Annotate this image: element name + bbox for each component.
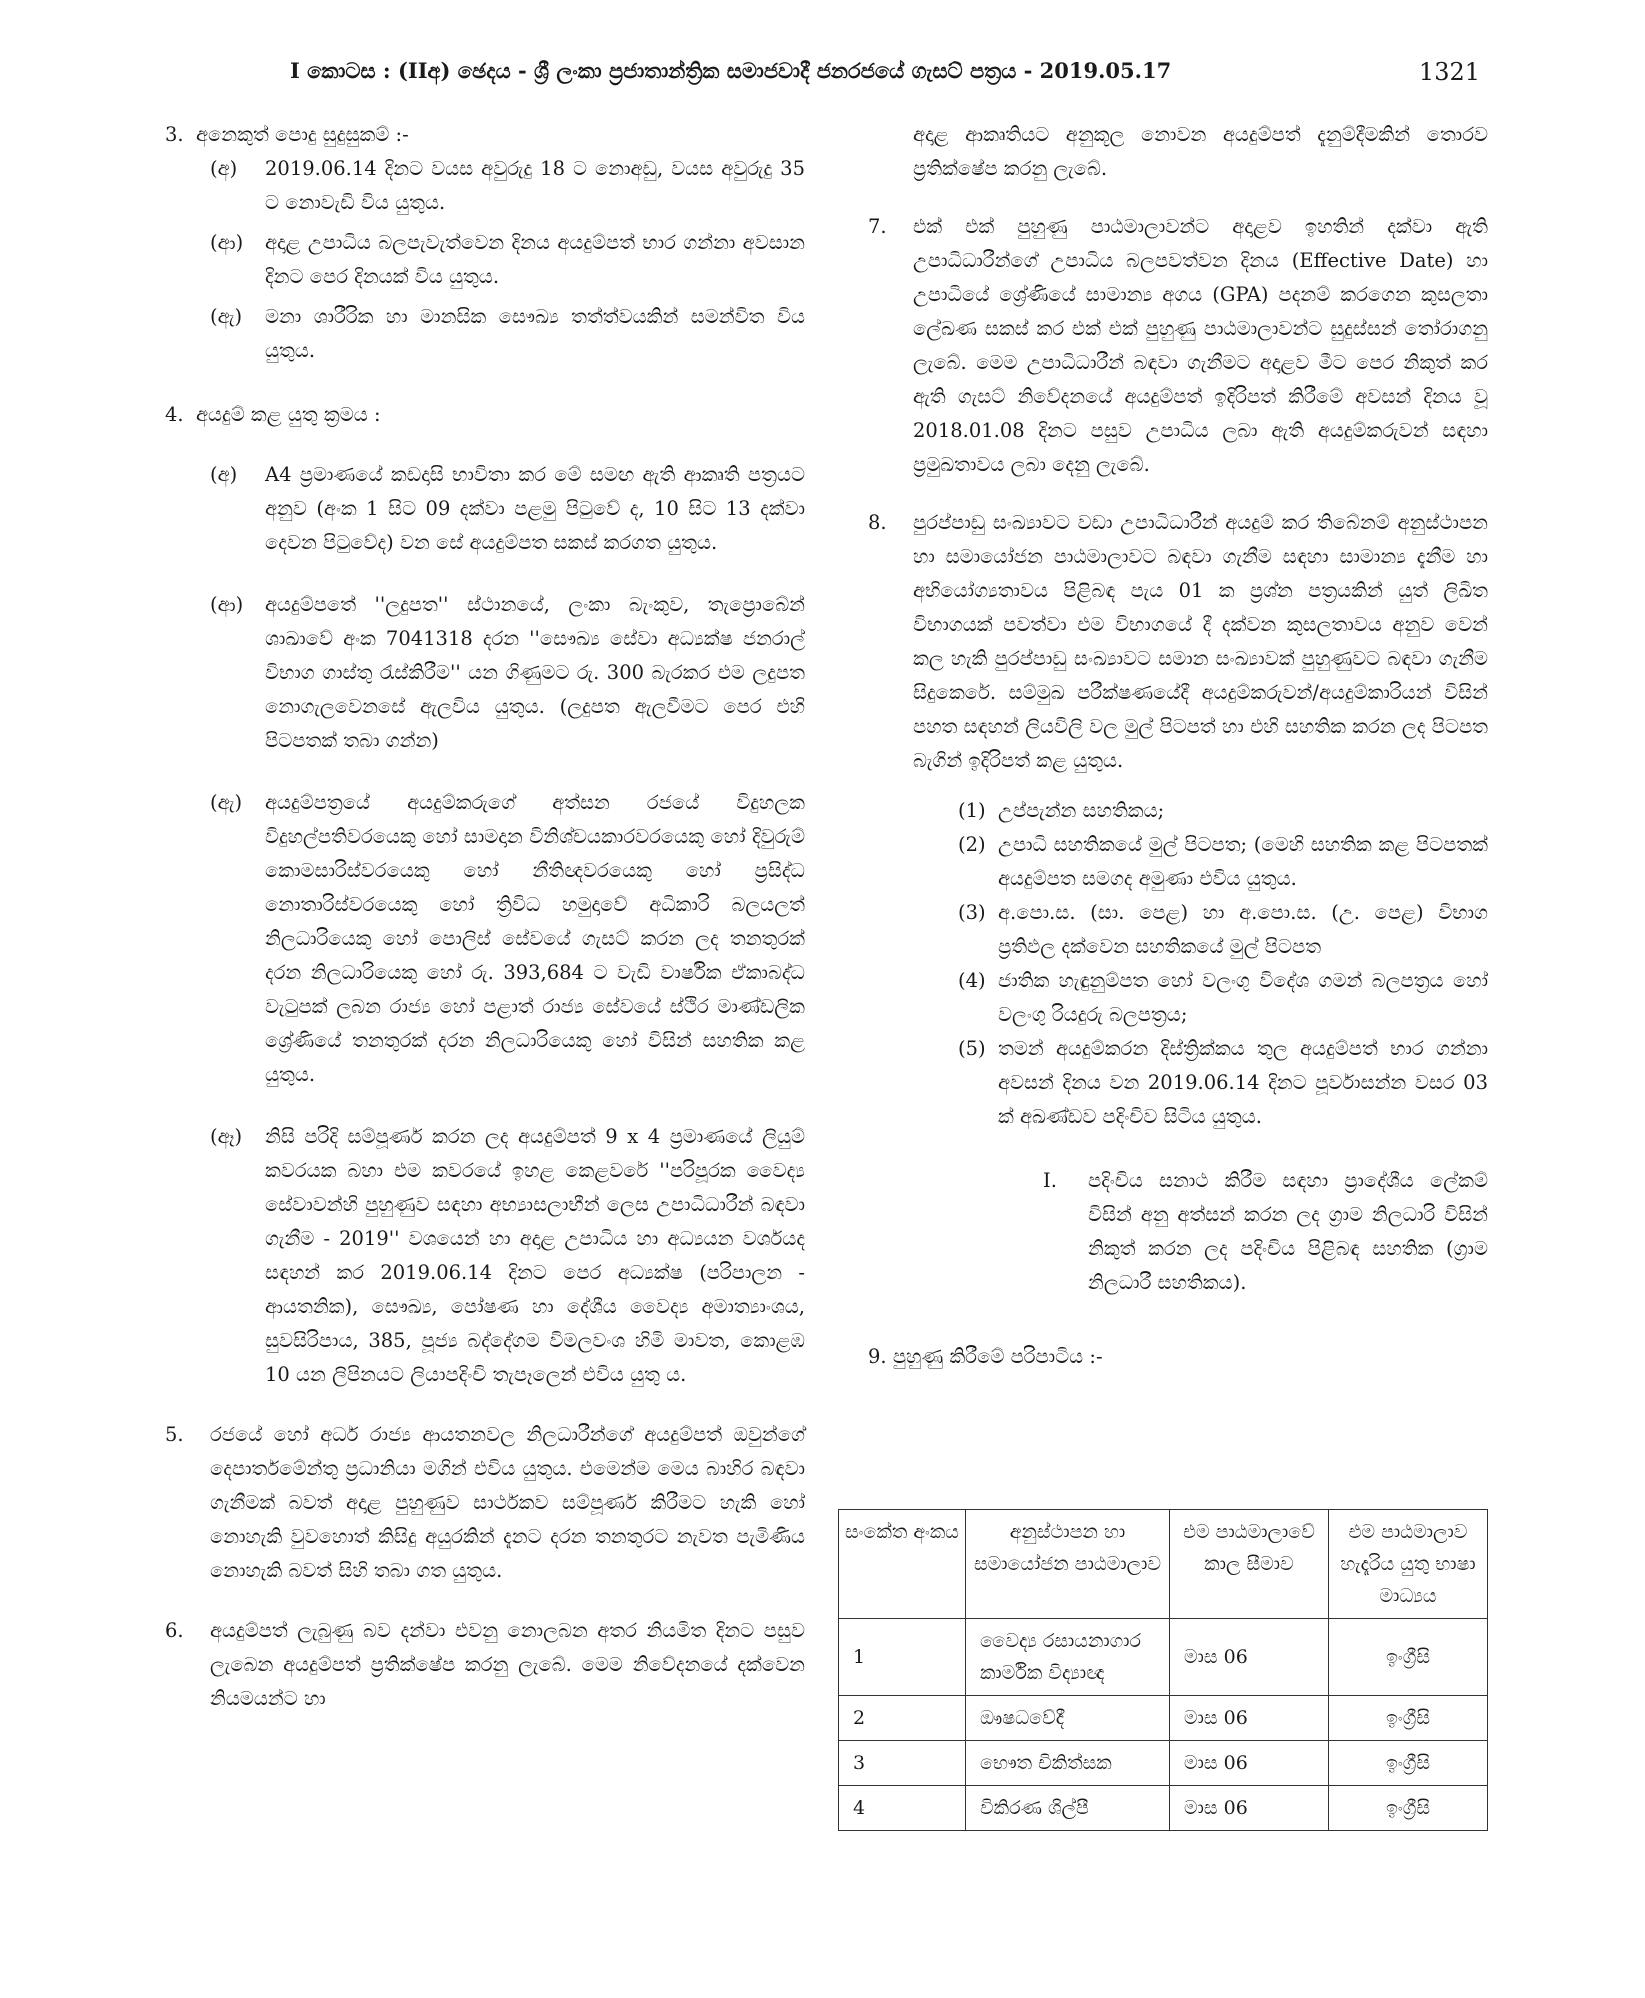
item-text: 2019.06.14 දිනට වයස අවුරුදු 18 ට නොඅඩු, වයස අවුරුදු 35 ට නොවැඩි විය යුතුය. [265,157,805,214]
table-cell: විකිරණ ශිල්පී [966,1786,1170,1831]
table-cell: 1 [839,1619,966,1696]
list-item [210,786,805,1092]
section-text: පුරප්පාඩු සංඛ්‍යාවට වඩා උපාධිධාරීන් අයදුම් කර තිබේනම් අනුස්ථාපන හා සමායෝජන පාඨමාලාවට බඳවා ගැනීම සඳහා සාමාන්‍ය දැනීම හා අභියෝග්‍යතාවය පිළිබඳ පැය 01 ක ප්‍රශ්න පත්‍රයකින් යුත් ලිඛිත විභාගයක් පවත්වා එම විභාගයේ දී දක්වන කුසලතාවය අනුව වෙන් කල හැකි පුරප්පාඩු සංඛ්‍යාවට සමාන සංඛ්‍යාවක් පුහුණුවට බඳවා ගැනීම සිදුකෙරේ. සම්මුඛ පරීක්ෂණයේදී අයදුම්කරුවන්/අයදුම්කාරියන් විසින් පහත සඳහන් ලියවිලි වල මුල් පිටපත් හා එහි සහතික කරන ලද පිටපත බැගින් ඉදිරිපත් කළ යුතුය. [913,511,1488,772]
section-number: 6. [165,1619,184,1642]
table-cell: වෛද්‍ය රසායනාගාර කාර්මික විද්‍යාඥ [966,1619,1170,1696]
item-text: ජාතික හැඳුනුම්පත හෝ වලංගු විදේශ ගමන් බලපත්‍රය හෝ වලංගු රියදුරු බලපත්‍රය; [998,969,1488,1026]
item-text: අදාළ උපාධිය බලපැවැත්වෙන දිනය අයදුම්පත් භාර ගන්නා අවසාන දිනට පෙර දිනයක් විය යුතුය. [265,231,805,288]
item-text: උප්පැන්න සහතිකය; [998,799,1165,822]
section-title: අයදුම් කළ යුතු ක්‍රමය : [196,403,381,426]
item-text: මනා ශාරීරික හා මානසික සෞඛ්‍ය තත්ත්වයකින් සමන්විත විය යුතුය. [265,305,805,362]
table-row [839,1619,1488,1696]
list-item [210,458,805,560]
table-header-row [839,1510,1488,1619]
item-text: A4 ප්‍රමාණයේ කඩදාසි භාවිතා කර මේ සමඟ ඇති ආකෘති පත්‍රයට අනුව (අංක 1 සිට 09 දක්වා පළමු පිටුවේ ද, 10 සිට 13 දක්වා දෙවන පිටුවේද) වන සේ අයදුම්පත සකස් කරගත යුතුය. [265,463,805,554]
left-column [165,118,805,1716]
item-text: අ.පො.ස. (සා. පෙළ) හා අ.පො.ස. (උ. පෙළ) විභාග ප්‍රතිඵල දක්වෙන සහතිකයේ මුල් පිටපත [998,901,1488,958]
item-text: අයදුම්පතේ ''ලදුපත'' ස්ථානයේ, ලංකා බැංකුව, තැප්‍රොබේන් ශාඛාවේ අංක 7041318 දරන ''සෞඛ්‍ය සේවා අධ්‍යක්ෂ ජනරාල් විභාග ගාස්තු රැස්කිරීම'' යන ගිණුමට රු. 300 බැරකර එම ලදුපත නොගැලවෙනසේ ඇලවිය යුතුය. (ලදුපත ඇලවීමට පෙර එහි පිටපතක් තබා ගන්න) [265,593,805,752]
table-cell: ඉංග්‍රීසි [1329,1786,1488,1831]
list-item [958,896,1488,964]
list-item [210,300,805,368]
page-header [290,58,1480,98]
table-cell: 4 [839,1786,966,1831]
documents-list [868,794,1488,1134]
page-number: 1321 [1418,58,1480,86]
column-header: එම පාඨමාලාවේ කාල සීමාව [1170,1510,1329,1619]
item-mark: (ඇ) [210,305,243,328]
table-row [839,1741,1488,1786]
section-title: පුහුණු කිරීමේ පරිපාටිය :- [892,1345,1103,1368]
section-4 [165,398,805,1392]
section-6-continued: අදාළ ආකෘතියට අනුකූල නොවන අයදුම්පත් දැනුම්දීමකින් තොරව ප්‍රතික්ෂේප කරනු ලැබේ. [913,123,1488,180]
section-number: 8. [868,511,887,534]
column-header: එම පාඨමාලාව හැදෑරිය යුතු භාෂා මාධ්‍යය [1329,1510,1488,1619]
list-item [210,1120,805,1392]
table-cell: මාස 06 [1170,1619,1329,1696]
list-item [958,964,1488,1032]
table-cell: මාස 06 [1170,1696,1329,1741]
table-cell: ඉංග්‍රීසි [1329,1696,1488,1741]
item-text: උපාධි සහතිකයේ මුල් පිටපත; (මෙහි සහතික කළ පිටපතක් අයදුම්පත සමගද අමුණා එවිය යුතුය. [998,833,1488,890]
item-text: තමන් අයදුම්කරන දිස්ත්‍රික්කය තුල අයදුම්පත් භාර ගන්නා අවසන් දිනය වන 2019.06.14 දිනට පූර්වාසන්න වසර 03 ක් අඛණ්ඩව පදිංචිව සිටිය යුතුය. [998,1037,1488,1128]
list-item [958,828,1488,896]
item-text: අයදුම්පත්‍රයේ අයදුම්කරුගේ අත්සන රජයේ විදුහලක විදුහල්පතිවරයෙකු හෝ සාමදාන විනිශ්චයකාරවරයෙකු හෝ දිවුරුම් කොමසාරිස්වරයෙකු හෝ නීතිඥවරයෙකු හෝ ප්‍රසිද්ධ නොතාරිස්වරයෙකු හෝ ත්‍රිවිධ හමුදාවේ අධිකාරි බලයලත් නිලධාරියෙකු හෝ පොලිස් සේවයේ ගැසට් කරන ලද තනතුරක් දරන නිලධාරියෙකු හෝ රු. 393,684 ට වැඩි වාර්ෂික ඒකාබද්ධ වැටුපක් ලබන රාජ්‍ය හෝ පළාත් රාජ්‍ය සේවයේ ස්ථිර මාණ්ඩලික ශ්‍රේණියේ තනතුරක් දරන නිලධාරියෙකු හෝ විසින් සහතික කළ යුතුය. [265,791,805,1086]
item-mark: (ඇ) [210,791,243,814]
table-cell: මාස 06 [1170,1741,1329,1786]
item-mark: (3) [958,901,986,924]
list-item [210,226,805,294]
table-cell: ඖෂධවේදී [966,1696,1170,1741]
table-cell: ඉංග්‍රීසි [1329,1741,1488,1786]
item-text: නිසි පරිදි සම්පූර්ණ කරන ලද අයදුම්පත් 9 x 4 ප්‍රමාණයේ ලියුම් කවරයක බහා එම කවරයේ ඉහළ කෙළවරේ ''පරිපූරක වෛද්‍ය සේවාවන්හි පුහුණුව සඳහා අභ්‍යාසලාභීන් ලෙස උපාධිධාරීන් බඳවා ගැනීම - 2019'' වශයෙන් හා අදාළ උපාධිය හා අධ්‍යයන වර්ශයද සඳහන් කර 2019.06.14 දිනට පෙර අධ්‍යක්ෂ (පරිපාලන - ආයතනික), සෞඛ්‍ය, පෝෂණ හා දේශීය වෛද්‍ය අමාත්‍යාංශය, සුවසිරිපාය, 385, පූජ්‍ය බද්දේගම විමලවංශ හිමි මාවත, කොළඹ 10 යන ලිපිනයට ලියාපදිංචි තැපෑලෙන් එවිය යුතු ය. [265,1125,805,1386]
section-8 [868,506,1488,778]
list-item [958,1032,1488,1134]
section-number: 9. [868,1345,887,1368]
item-mark: (5) [958,1037,986,1060]
table-cell: 2 [839,1696,966,1741]
residence-certificate-item [1043,1164,1488,1300]
list-item [210,588,805,758]
item-mark: (අ) [210,463,238,486]
section-3 [165,118,805,368]
section-number: 4. [165,403,184,426]
section-number: 7. [868,215,887,238]
item-mark: I. [1043,1169,1057,1192]
table-cell: භෞත චිකිත්සක [966,1741,1170,1786]
table-cell: මාස 06 [1170,1786,1329,1831]
item-mark: (1) [958,799,986,822]
training-table [838,1509,1488,1831]
section-number: 5. [165,1423,184,1446]
list-item [210,152,805,220]
section-9 [868,1340,1488,1374]
right-column [868,118,1488,1374]
section-6 [165,1614,805,1716]
list-item [958,794,1488,828]
item-mark: (2) [958,833,986,856]
table-row [839,1696,1488,1741]
column-header: අනුස්ථාපන හා සමායෝජන පාඨමාලාව [966,1510,1170,1619]
section-text: එක් එක් පුහුණු පාඨමාලාවන්ට අදාළව ඉහතින් දක්වා ඇති උපාධිධාරීන්ගේ උපාධිය බලපවත්වන දිනය (Effective Date) හා උපාධියේ ශ්‍රේණියේ සාමාන්‍ය අගය (GPA) පදනම් කරගෙන කුසලතා ලේඛණ සකස් කර එක් එක් පුහුණු පාඨමාලාවන්ට සුදුස්සන් තෝරාගනු ලැබේ. මෙම උපාධිධාරීන් බඳවා ගැනීමට අදාළව මීට පෙර නිකුත් කර ඇති ගැසට් නිවේදනයේ අයදුම්පත් ඉදිරිපත් කිරීමේ අවසන් දිනය වූ 2018.01.08 දිනට පසුව උපාධිය ලබා ඇති අයදුම්කරුවන් සඳහා ප්‍රමුඛතාවය ලබා දෙනු ලැබේ. [913,215,1488,476]
item-mark: (4) [958,969,986,992]
column-header: සංකේත අංකය [839,1510,966,1619]
section-5 [165,1418,805,1588]
section-text: රජයේ හෝ අර්ධ රාජ්‍ය ආයතනවල නිලධාරීන්ගේ අයදුම්පත් ඔවුන්ගේ දෙපාර්තමේන්තු ප්‍රධානියා මගින් එවිය යුතුය. එමෙන්ම මෙය බාහිර බඳවා ගැනීමක් බවත් අදාළ පුහුණුව සාර්ථකව සම්පූර්ණ කිරීමට හැකි හෝ නොහැකි වුවහොත් කිසිදු අයුරකින් දැනට දරන තනතුරට නැවත පැමිණිය නොහැකි බවත් සිහි තබා ගත යුතුය. [210,1423,805,1582]
table-cell: ඉංග්‍රීසි [1329,1619,1488,1696]
item-mark: (ඈ) [210,1125,243,1148]
section-7 [868,210,1488,482]
section-text: අයදුම්පත් ලැබුණු බව දන්වා එවනු නොලබන අතර නියමිත දිනට පසුව ලැබෙන අයදුම්පත් ප්‍රතික්ෂේප කරනු ලැබේ. මෙම නිවේදනයේ දක්වෙන නියමයන්ට හා [210,1619,805,1710]
item-text: පදිංචිය සනාථ කිරීම සඳහා ප්‍රාදේශීය ලේකම් විසින් අනු අත්සන් කරන ලද ග්‍රාම නිලධාරි විසින් නිකුත් කරන ලද පදිංචිය පිළිබඳ සහතික (ග්‍රාම නිලධාරී සහතිකය). [1088,1169,1488,1294]
item-mark: (ආ) [210,231,244,254]
section-title: අනෙකුත් පොදු සුදුසුකම් :- [196,123,409,146]
section-number: 3. [165,123,184,146]
table-cell: 3 [839,1741,966,1786]
header-title: I කොටස : (IIඅ) ඡෙදය - ශ්‍රී ලංකා ප්‍රජාතාන්ත්‍රික සමාජවාදී ජනරජයේ ගැසට් පත්‍රය - 2019.05.17 [290,58,1172,83]
item-mark: (අ) [210,157,238,180]
table-row [839,1786,1488,1831]
item-mark: (ආ) [210,593,244,616]
